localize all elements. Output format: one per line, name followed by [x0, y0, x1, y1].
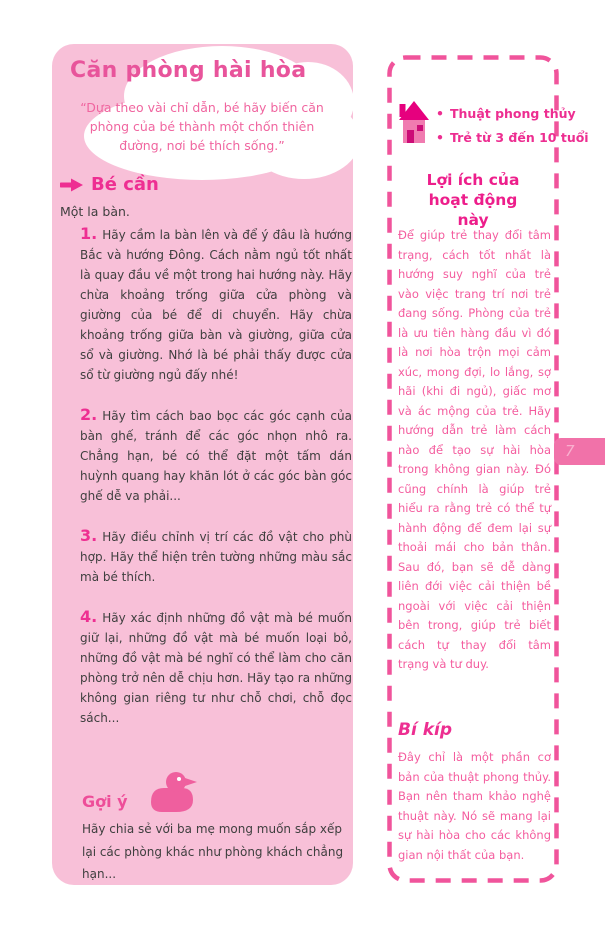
step-item-3 — [80, 526, 352, 587]
duck-icon — [148, 770, 198, 816]
tag-label: Thuật phong thủy — [450, 106, 576, 121]
bullet-icon: • — [436, 106, 444, 121]
step-number: 2. — [80, 405, 98, 424]
tip-heading: Gợi ý — [82, 792, 128, 811]
step-text: Hãy cầm la bàn lên và để ý đâu là hướng Bắc và hướng Đông. Cách nằm ngủ tốt nhất là quay đầu về một trong hai hướng này. Hãy chừa khoảng trống giữa cửa phòng và giường của bé để di chuyển. Hãy chừa khoảng trống giữa bàn và giường, giữa cửa sổ và giường. Nhớ là bé phải thấy được cửa sổ từ giường ngủ đấy nhé! — [80, 228, 352, 382]
arrow-right-icon — [60, 177, 84, 193]
page-number-tab — [554, 438, 605, 465]
tip-text: Hãy chia sẻ với ba mẹ mong muốn sắp xếp lại các phòng khác như phòng khách chẳng hạn... — [82, 822, 344, 881]
step-text: Hãy điều chỉnh vị trí các đồ vật cho phù hợp. Hãy thể hiện trên tường những màu sắc mà bé thích. — [80, 530, 352, 584]
benefits-heading: Lợi ích của hoạt động này — [426, 171, 520, 229]
step-number: 1. — [80, 224, 98, 243]
step-number: 4. — [80, 607, 98, 626]
bullet-icon: • — [436, 130, 444, 145]
secret-body: Đây chỉ là một phần cơ bản của thuật phong thủy. Bạn nên tham khảo nghệ thuật này. Nó sẽ mang lại sự hài hòa cho các không gian nội thất của bạn. — [398, 750, 551, 862]
step-item-1 — [80, 224, 352, 385]
secret-heading: Bí kíp — [398, 720, 453, 740]
step-number: 3. — [80, 526, 98, 545]
activity-panel — [52, 44, 353, 885]
step-text: Hãy xác định những đồ vật mà bé muốn giữ lại, những đồ vật mà bé muốn loại bỏ, những đồ vật mà bé nghĩ có thể làm cho căn phòng trở nên dễ chịu hơn. Hãy tạo ra những không gian riêng tư như chỗ chơi, chỗ đọc sách... — [80, 611, 352, 725]
needs-heading: Bé cần — [91, 174, 159, 195]
needs-heading-row — [60, 174, 159, 195]
page-title: Căn phòng hài hòa — [70, 58, 307, 83]
needs-text: Một la bàn. — [60, 204, 130, 219]
house-icon — [398, 100, 430, 144]
tag-item — [436, 126, 589, 150]
step-text: Hãy tìm cách bao bọc các góc cạnh của bàn ghế, tránh để các góc nhọn nhô ra. Chẳng hạn, bé có thể đặt một tấm dán huỳnh quang hay khăn lót ở các góc bàn góc ghế dễ va phải... — [80, 409, 352, 503]
benefits-body: Để giúp trẻ thay đổi tâm trạng, cách tốt nhất là hướng suy nghĩ của trẻ vào việc trang trí nơi trẻ đang sống. Phòng của trẻ là ưu tiên hàng đầu vì đó là nơi hòa trộn mọi cảm xúc, mong đợi, lo lắng, sợ hãi (khi đi ngủ), giấc mơ và ác mộng của trẻ. Hãy hướng dẫn trẻ làm cách nào để tạo sự hài hòa trong không gian này. Đó cũng chính là giúp trẻ hiểu ra rằng trẻ có thể tự hành động để đem lại sự thoải mái cho bản thân. Sau đó, bạn sẽ dễ dàng liên đới việc cải thiện bề ngoài với việc cải thiện bên trong, giúp trẻ biết cách tự thay đổi tâm trạng và tư duy. — [398, 228, 551, 671]
tag-item — [436, 102, 589, 126]
tag-label: Trẻ từ 3 đến 10 tuổi — [450, 130, 589, 145]
tag-list — [436, 102, 589, 150]
page-number: 7 — [565, 442, 575, 460]
steps-list — [80, 224, 352, 748]
step-item-4 — [80, 607, 352, 728]
intro-quote: “Dựa theo vài chỉ dẫn, bé hãy biến căn phòng của bé thành một chốn thiên đường, nơi bé thích sống.” — [80, 100, 324, 153]
step-item-2 — [80, 405, 352, 506]
